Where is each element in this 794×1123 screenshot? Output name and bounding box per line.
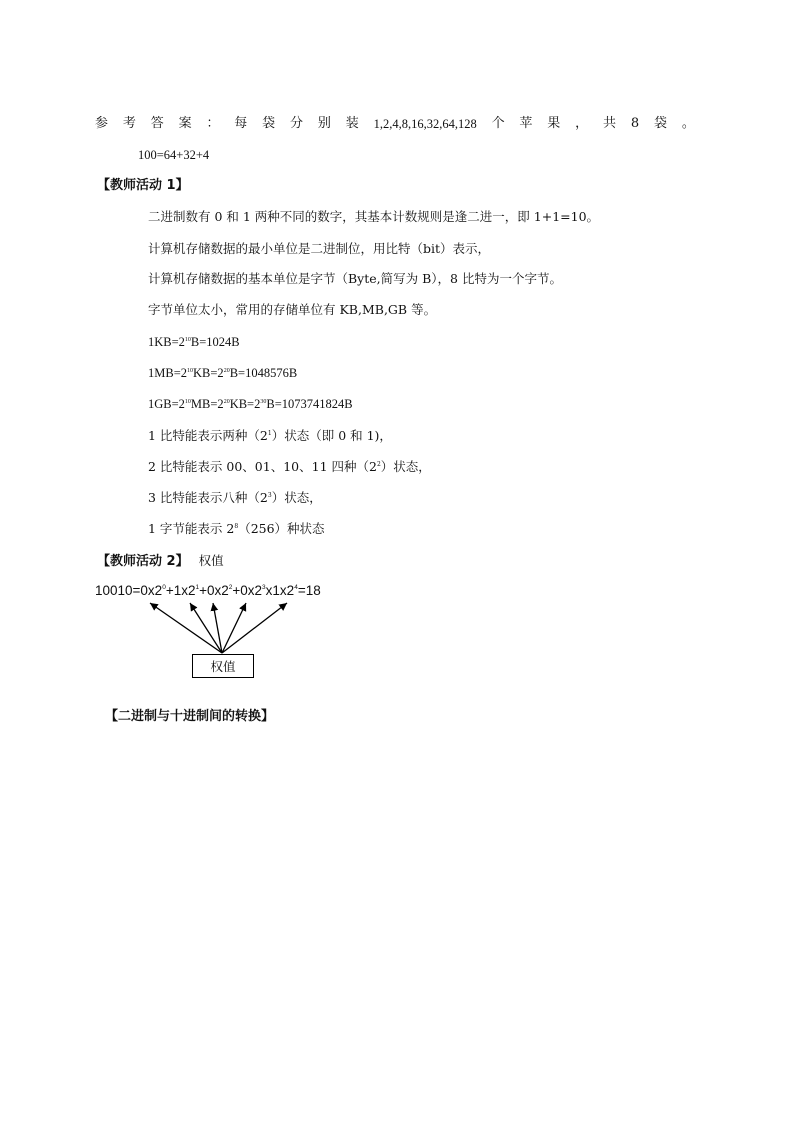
- weight-box-label: 权值: [210, 659, 236, 674]
- paragraph-binary-rule: 二进制数有 0 和 1 两种不同的数字，其基本计数规则是逢二进一，即 1+1=10。: [148, 209, 600, 224]
- weight-box: [192, 654, 254, 678]
- paragraph-3bit: 3 比特能表示八种$(2^3)$状态，: [148, 490, 322, 505]
- answer-label-char: 答: [150, 116, 164, 131]
- answer-char: 。: [681, 116, 695, 131]
- answer-char: 装: [345, 116, 359, 131]
- answer-label-char: ：: [206, 116, 220, 131]
- paragraph-1bit: 1 比特能表示两种$(2^1)$状态（即 0 和 1)，: [148, 428, 392, 443]
- answer-label-char: 参: [95, 116, 109, 131]
- answer-char: ，: [575, 116, 589, 131]
- answer-char: 个: [491, 116, 505, 131]
- weight-arrow: [222, 603, 246, 653]
- paragraph-units: 字节单位太小，常用的存储单位有 KB,MB,GB 等。: [148, 302, 437, 317]
- answer-numbers: 1,2,4,8,16,32,64,128: [373, 117, 477, 131]
- answer-char: 共: [603, 116, 617, 131]
- answer-char: 袋: [262, 116, 276, 131]
- answer-label-char: 考: [122, 116, 136, 131]
- section3-heading: 【二进制与十进制间的转换】: [105, 709, 275, 724]
- answer-char: 苹: [519, 116, 533, 131]
- answer-char: 果: [547, 116, 561, 131]
- activity1-heading: 【教师活动 1】: [97, 178, 189, 193]
- weights-equation: $10010=0x2^0+1x2^1+0x2^2+0x2^3x1x2^4=18$: [95, 583, 321, 598]
- answer-equation: 100=64+32+4: [138, 148, 210, 162]
- formula-mb: $1MB=2^{10}KB=2^{20}B=1048576B$: [148, 366, 298, 380]
- formula-kb: $1KB=2^{10}B=1024B$: [148, 335, 240, 349]
- answer-char: 分: [290, 116, 304, 131]
- answer-char: 每: [234, 116, 248, 131]
- answer-char: 8: [630, 116, 640, 131]
- answer-label-char: 案: [178, 116, 192, 131]
- paragraph-byte: 计算机存储数据的基本单位是字节（Byte,简写为 B），8 比特为一个字节。: [148, 271, 562, 286]
- answer-char: 袋: [653, 116, 667, 131]
- weight-arrow: [150, 603, 222, 653]
- activity2-subject: 权值: [198, 553, 224, 568]
- formula-gb: $1GB=2^{10}MB=2^{20}KB=2^{30}B=1073741824B$: [148, 397, 353, 411]
- paragraph-bit: 计算机存储数据的最小单位是二进制位，用比特（bit）表示，: [148, 241, 491, 256]
- paragraph-2bit: 2 比特能表示 00、01、10、11 四种$(2^2)$状态，: [148, 459, 431, 474]
- activity2-heading: 【教师活动 2】: [97, 554, 189, 569]
- weight-arrow: [222, 603, 287, 653]
- paragraph-1byte: 1 字节能表示 $2^8(256)$种状态: [148, 521, 325, 536]
- answer-char: 别: [317, 116, 331, 131]
